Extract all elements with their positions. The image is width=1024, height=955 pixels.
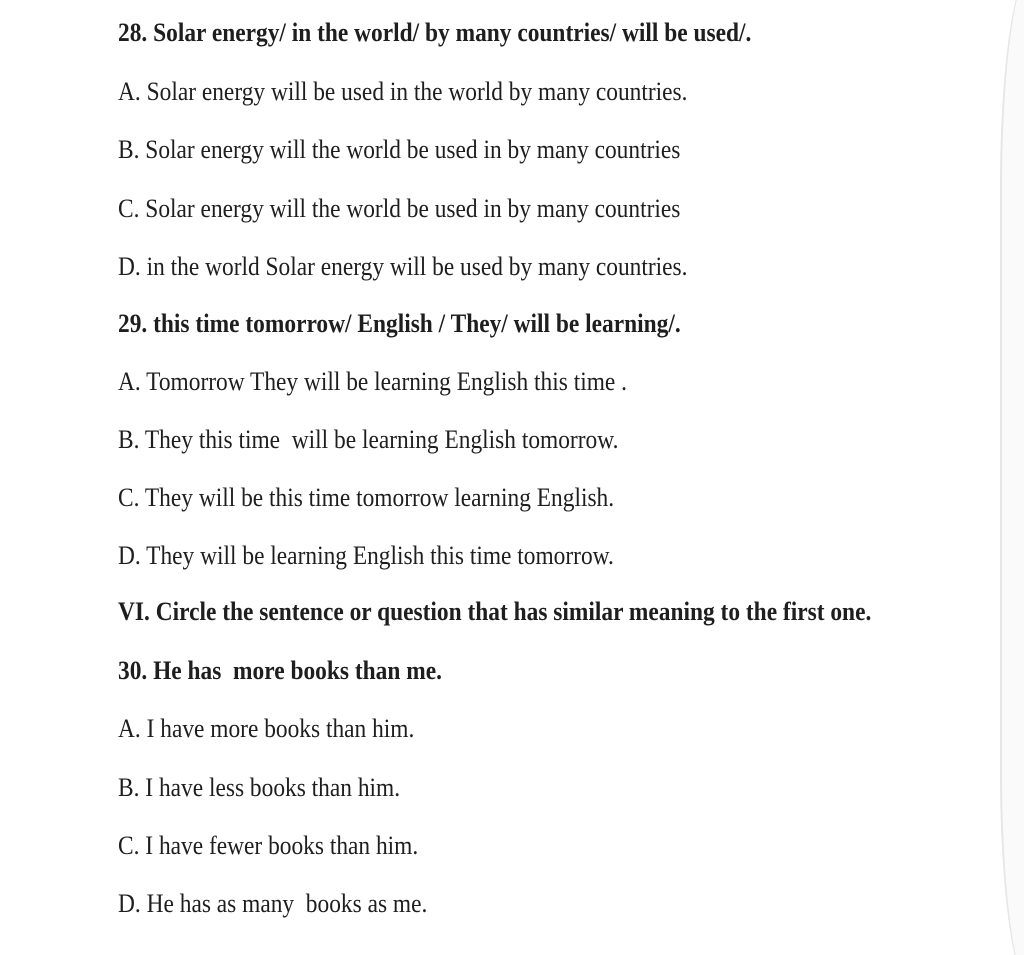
question-30-heading (118, 658, 442, 684)
q29-option-b[interactable] (118, 427, 618, 453)
question-number: 30. (118, 656, 148, 685)
section-vi-instruction (118, 599, 871, 625)
q28-option-d[interactable] (118, 254, 688, 280)
question-28-heading (118, 20, 751, 46)
q29-option-c[interactable] (118, 485, 614, 511)
q28-option-a[interactable] (118, 79, 688, 105)
option-text: They this time will be learning English tomorrow. (144, 425, 619, 454)
option-letter: D. (118, 889, 141, 918)
question-number: 28. (118, 18, 148, 47)
option-text: I have fewer books than him. (145, 831, 419, 860)
q30-option-b[interactable] (118, 775, 400, 801)
option-letter: A. (118, 367, 141, 396)
option-text: I have less books than him. (145, 773, 401, 802)
option-text: Solar energy will the world be used in by many countries (145, 135, 681, 164)
option-letter: B. (118, 425, 140, 454)
option-letter: C. (118, 483, 140, 512)
option-text: Tomorrow They will be learning English this time . (146, 367, 627, 396)
section-instruction-text: Circle the sentence or question that has similar meaning to the first one. (155, 597, 872, 626)
option-text: He has as many books as me. (146, 889, 428, 918)
option-text: They will be learning English this time tomorrow. (146, 541, 614, 570)
option-text: I have more books than him. (146, 714, 415, 743)
option-text: They will be this time tomorrow learning English. (144, 483, 615, 512)
q30-option-d[interactable] (118, 891, 427, 917)
section-numeral: VI. (118, 597, 150, 626)
q28-option-c[interactable] (118, 196, 680, 222)
option-text: Solar energy will be used in the world by many countries. (146, 77, 688, 106)
option-text: Solar energy will the world be used in by many countries (145, 194, 681, 223)
option-letter: D. (118, 252, 141, 281)
q30-option-a[interactable] (118, 716, 414, 742)
option-letter: B. (118, 773, 140, 802)
question-prompt: this time tomorrow/ English / They/ will be learning/. (153, 309, 681, 338)
option-letter: C. (118, 831, 140, 860)
q30-option-c[interactable] (118, 833, 418, 859)
question-prompt: He has more books than me. (153, 656, 442, 685)
option-letter: A. (118, 714, 141, 743)
q29-option-a[interactable] (118, 369, 627, 395)
option-letter: B. (118, 135, 140, 164)
option-text: in the world Solar energy will be used by many countries. (146, 252, 688, 281)
q29-option-d[interactable] (118, 543, 614, 569)
question-29-heading (118, 311, 681, 337)
page-curl-edge (1000, 0, 1024, 955)
q28-option-b[interactable] (118, 137, 680, 163)
question-prompt: Solar energy/ in the world/ by many countries/ will be used/. (153, 18, 752, 47)
question-number: 29. (118, 309, 148, 338)
option-letter: A. (118, 77, 141, 106)
option-letter: D. (118, 541, 141, 570)
option-letter: C. (118, 194, 140, 223)
